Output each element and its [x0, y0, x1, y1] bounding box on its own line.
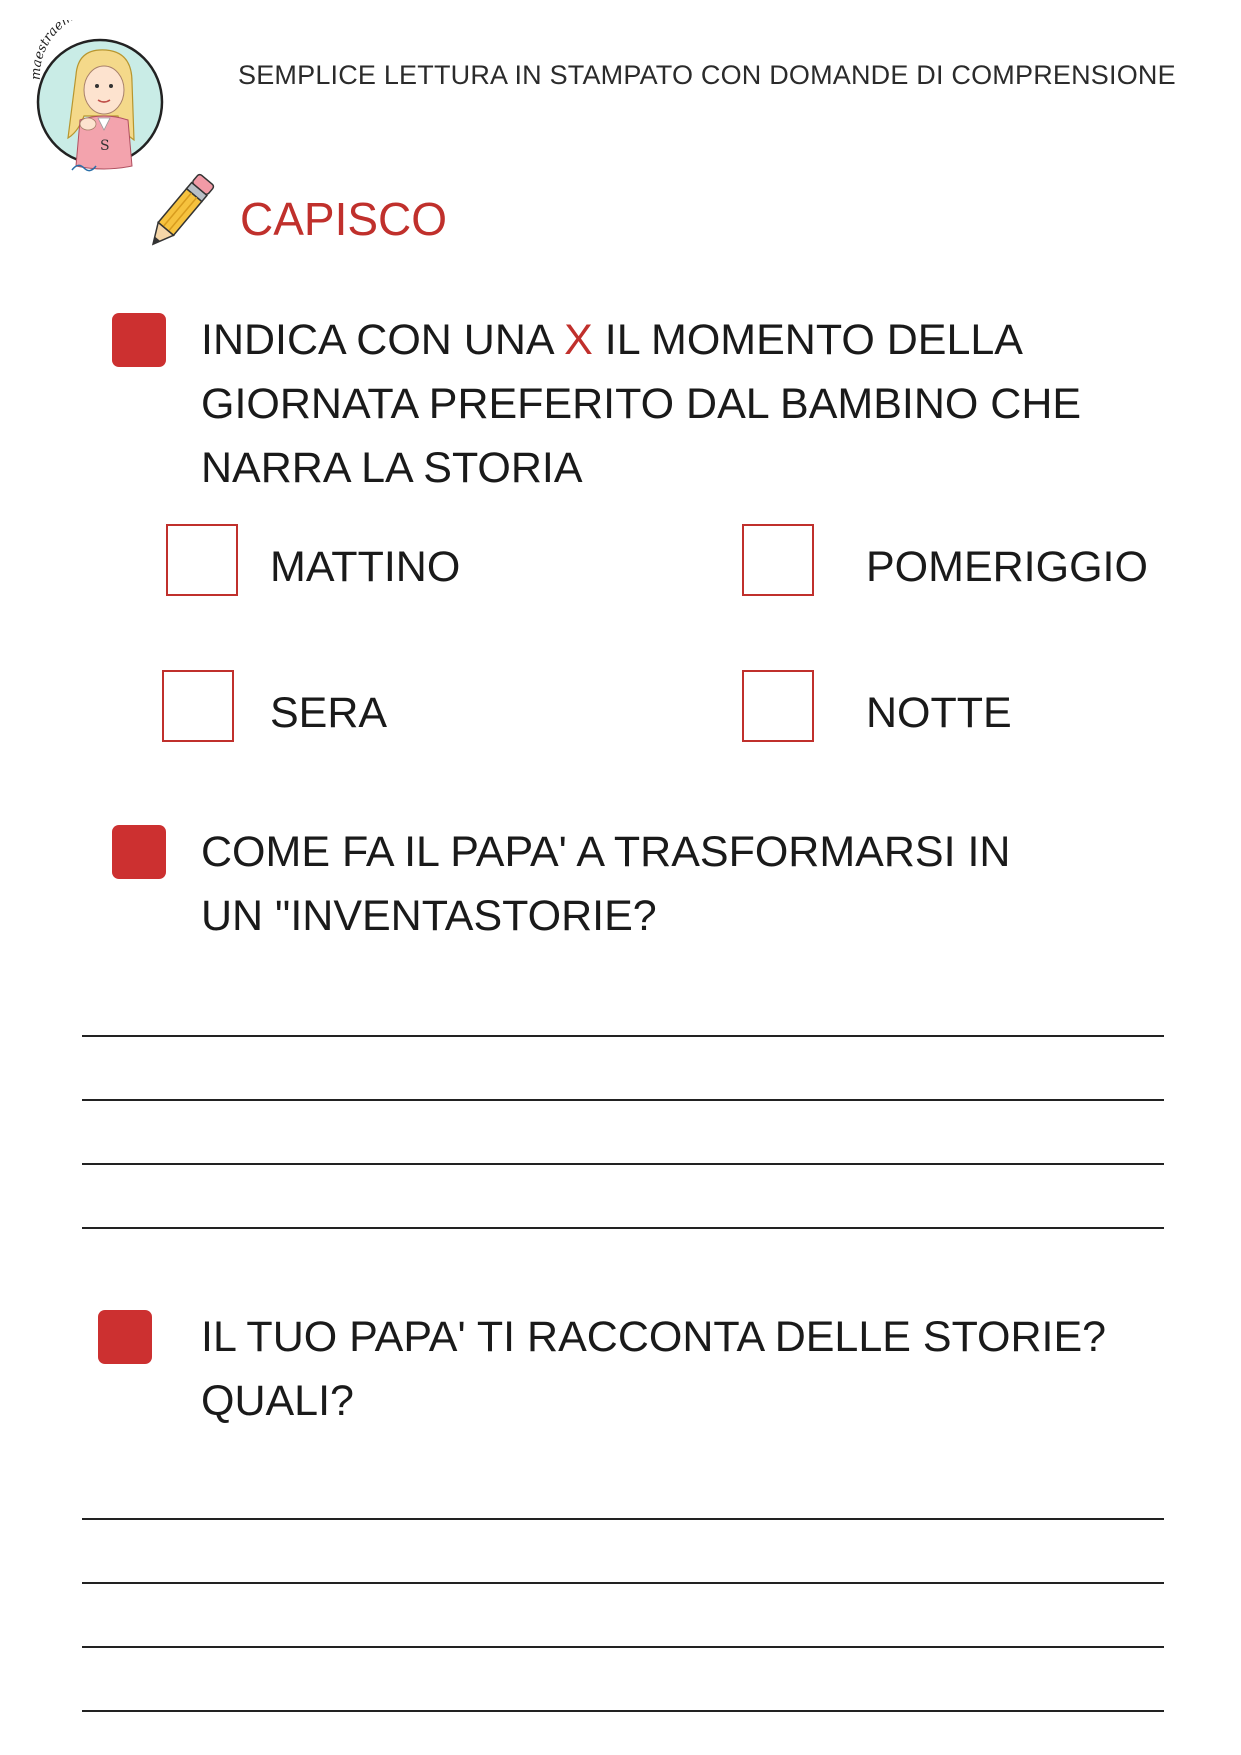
question-1	[201, 308, 1161, 500]
pencil-icon	[140, 172, 220, 252]
checkbox-mattino[interactable]	[166, 524, 238, 596]
logo	[28, 20, 172, 180]
checkbox-notte[interactable]	[742, 670, 814, 742]
question-2: COME FA IL PAPA' A TRASFORMARSI IN UN "INVENTASTORIE?	[201, 828, 1011, 940]
question-1-highlight: X	[564, 316, 593, 364]
question-1-text-before: INDICA CON UNA	[201, 316, 565, 364]
answer-line[interactable]	[82, 1099, 1164, 1101]
page-header-title: SEMPLICE LETTURA IN STAMPATO CON DOMANDE DI COMPRENSIONE	[238, 60, 1176, 90]
answer-line[interactable]	[82, 1035, 1164, 1037]
question-bullet	[112, 825, 166, 879]
answer-line[interactable]	[82, 1710, 1164, 1712]
question-1-text-after: IL MOMENTO DELLA GIORNATA PREFERITO DAL BAMBINO CHE NARRA LA STORIA	[201, 316, 1082, 492]
option-label-notte: NOTTE	[866, 689, 1012, 737]
svg-text:S: S	[100, 138, 110, 154]
section-title: CAPISCO	[240, 193, 448, 245]
option-label-pomeriggio: POMERIGGIO	[866, 543, 1148, 591]
svg-text:maestraemamma.it: maestrae	[28, 20, 67, 81]
answer-line[interactable]	[82, 1646, 1164, 1648]
question-bullet	[112, 313, 166, 367]
answer-line[interactable]	[82, 1163, 1164, 1165]
question-bullet	[98, 1310, 152, 1364]
checkbox-pomeriggio[interactable]	[742, 524, 814, 596]
question-3: IL TUO PAPA' TI RACCONTA DELLE STORIE? QUALI?	[201, 1313, 1107, 1425]
answer-line[interactable]	[82, 1227, 1164, 1229]
option-label-sera: SERA	[270, 689, 388, 737]
answer-line[interactable]	[82, 1518, 1164, 1520]
answer-line[interactable]	[82, 1582, 1164, 1584]
logo-illustration	[28, 20, 172, 180]
option-label-mattino: MATTINO	[270, 543, 461, 591]
checkbox-sera[interactable]	[162, 670, 234, 742]
